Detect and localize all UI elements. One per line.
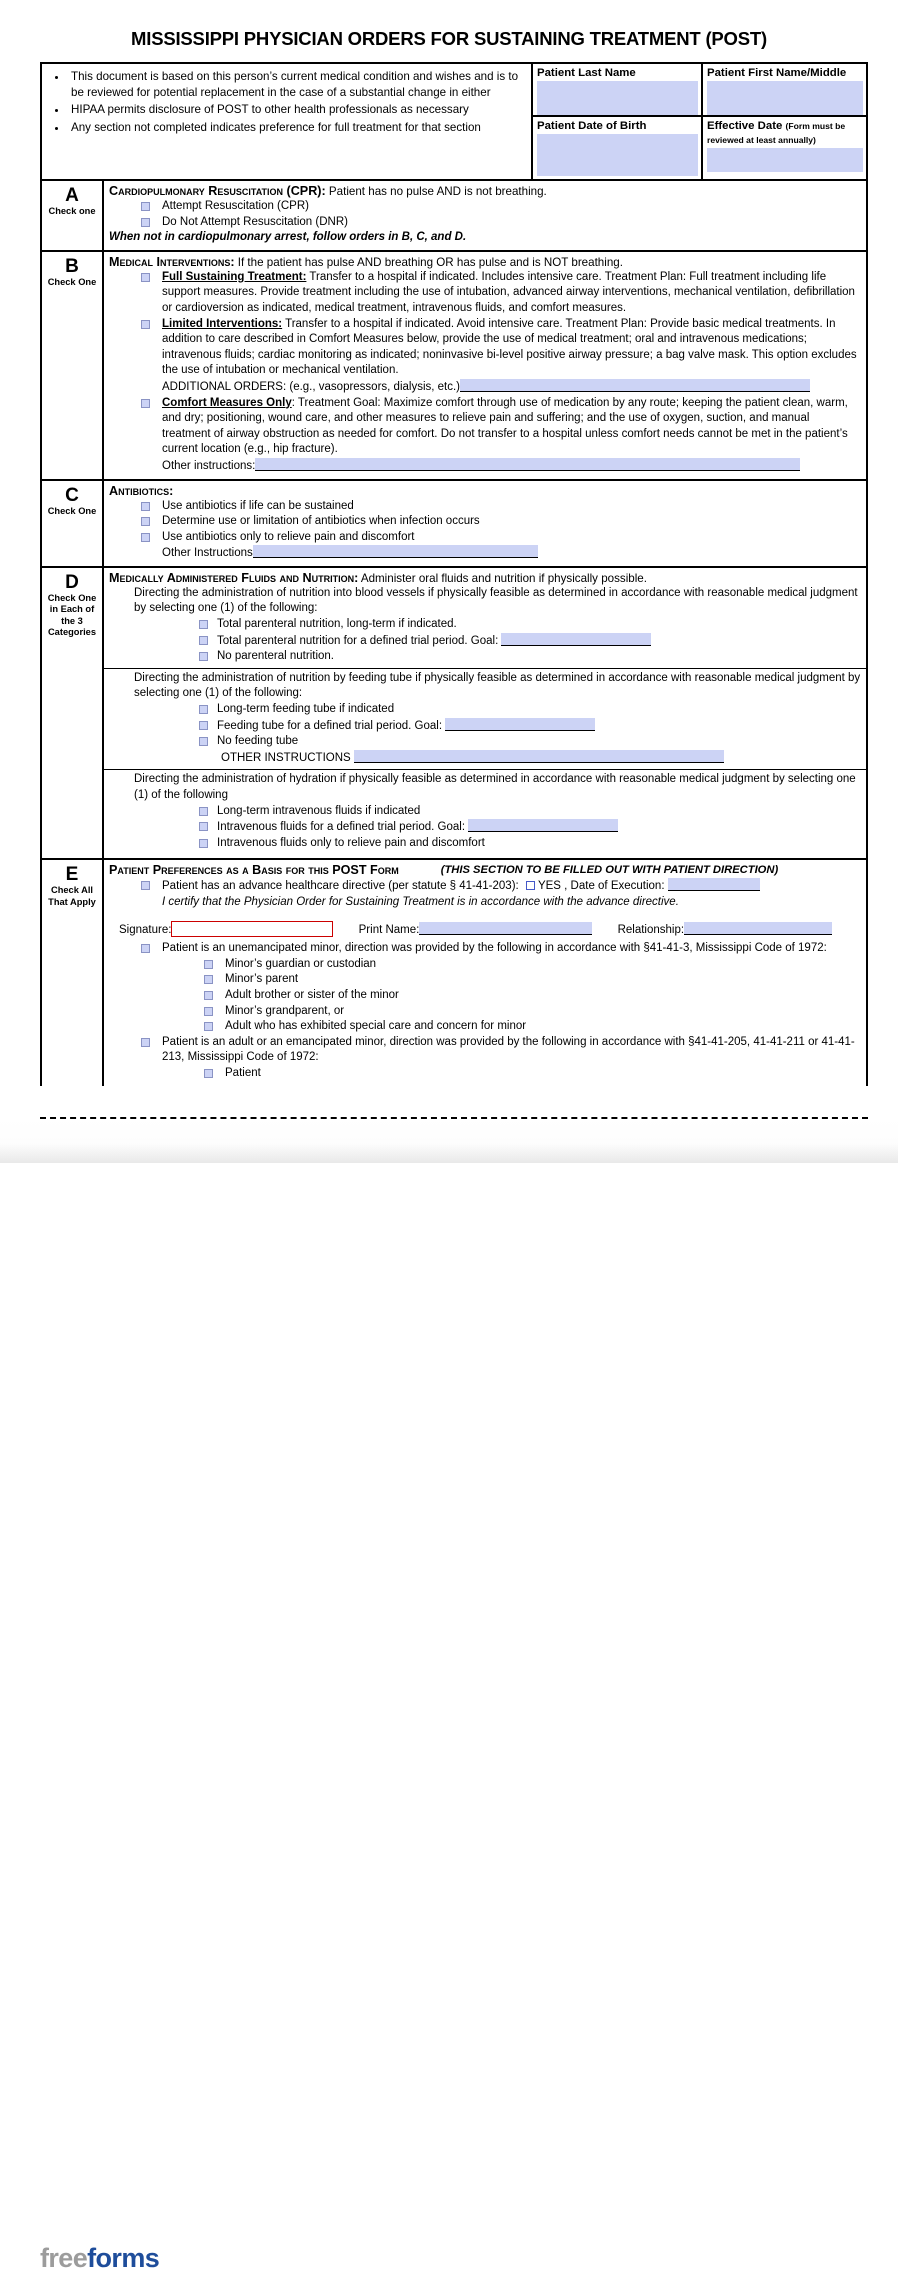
option-label: Feeding tube for a defined trial period. Goal: [217, 719, 443, 732]
section-e-heading-note: (THIS SECTION TO BE FILLED OUT WITH PATIENT DIRECTION) [440, 864, 779, 877]
checkbox-icon[interactable] [141, 218, 150, 227]
section-b-heading-rest: If the patient has pulse AND breathing OR has pulse and is NOT breathing. [234, 255, 623, 269]
section-d-instruction-line: Categories [47, 627, 97, 638]
signature-label: Signature: [119, 923, 172, 936]
section-d [42, 568, 866, 861]
other-instructions-input[interactable] [354, 750, 724, 763]
option-advance-directive[interactable] [109, 878, 861, 895]
option-label: Use antibiotics only to relieve pain and discomfort [162, 530, 415, 543]
option-adult-or-emancipated[interactable] [109, 1035, 861, 1066]
option-adult-special-care[interactable] [109, 1019, 861, 1035]
section-c-letter: C [65, 484, 79, 506]
section-b-letter: B [65, 255, 79, 277]
section-e-body [104, 860, 866, 1085]
other-instructions-label: OTHER INSTRUCTIONS [221, 751, 351, 764]
option-description: Transfer to a hospital if indicated. Includes intensive care. Treatment Plan: Full treatment including life support measures. Provide treatment including the use of intubation, advanced airway interventions, mechanical ventilation, defibrillation or cardioversion as indicated, medical treatment, intravenous fluids, and comfort measures. [162, 270, 855, 314]
checkbox-icon[interactable] [199, 737, 208, 746]
section-b-letter-cell [42, 252, 104, 479]
section-d-heading-caps: Medically Administered Fluids and Nutrition: [109, 570, 359, 585]
option-attempt-cpr[interactable] [109, 199, 861, 215]
option-adult-sibling[interactable] [109, 988, 861, 1004]
patient-dob-input[interactable] [537, 134, 698, 176]
certify-statement: I certify that the Physician Order for Sustaining Treatment is in accordance with the advance directive. [162, 895, 679, 908]
group3-intro: Directing the administration of hydration if physically feasible as determined in accordance with reasonable medical judgment by selecting one (1) of the following [134, 773, 856, 801]
checkbox-icon[interactable] [141, 399, 150, 408]
section-c [42, 481, 866, 568]
checkbox-icon[interactable] [141, 202, 150, 211]
checkbox-icon[interactable] [204, 1007, 213, 1016]
checkbox-icon[interactable] [199, 721, 208, 730]
option-minor-grandparent[interactable] [109, 1004, 861, 1020]
section-e [42, 860, 866, 1085]
print-name-label: Print Name: [358, 923, 420, 936]
section-c-heading-caps: Antibiotics: [109, 483, 174, 498]
patient-last-name-label: Patient Last Name [537, 67, 636, 79]
goal-input[interactable] [468, 819, 618, 832]
patient-info-fields [533, 64, 866, 179]
option-longterm-feeding-tube[interactable] [109, 702, 861, 718]
effective-date-cell [703, 117, 866, 179]
section-a-letter-cell [42, 181, 104, 250]
patient-last-name-cell [533, 64, 703, 115]
checkbox-icon[interactable] [141, 533, 150, 542]
checkbox-icon[interactable] [204, 1022, 213, 1031]
section-e-heading-caps: Patient Preferences as a Basis for this POST Form [109, 863, 399, 878]
option-label: Intravenous fluids only to relieve pain and discomfort [217, 836, 485, 849]
option-longterm-iv-fluids[interactable] [109, 804, 861, 820]
option-minor-guardian[interactable] [109, 957, 861, 973]
section-d-heading-rest: Administer oral fluids and nutrition if physically possible. [358, 571, 647, 585]
section-d-body [104, 568, 866, 859]
option-limited-interventions[interactable] [109, 317, 861, 379]
checkbox-icon[interactable] [141, 517, 150, 526]
signature-row [109, 911, 861, 939]
section-e-letter-cell [42, 860, 104, 1085]
option-full-sustaining-treatment[interactable] [109, 270, 861, 317]
checkbox-icon[interactable] [141, 1038, 150, 1047]
option-description: Transfer to a hospital if indicated. Avoid intensive care. Treatment Plan: Provide basic medical treatments. In addition to care described in Comfort Measures below, provide the use of medical treatment; oral and intravenous medications; intravenous fluids; cardiac monitoring as indicated; noninvasive bi-level positive airway pressure; a bag valve mask. This option excludes the use of intubation or mechanical ventilation. [162, 317, 857, 377]
section-e-heading [109, 863, 861, 878]
other-instructions-input[interactable] [253, 545, 538, 558]
effective-date-input[interactable] [707, 148, 863, 172]
option-label: Adult brother or sister of the minor [225, 988, 399, 1001]
section-e-letter: E [65, 864, 79, 886]
section-a-instruction: Check one [48, 206, 96, 216]
option-label: Determine use or limitation of antibiotics when infection occurs [162, 515, 480, 528]
checkbox-icon[interactable] [199, 839, 208, 848]
option-no-parenteral[interactable] [109, 649, 861, 665]
print-name-input[interactable] [419, 922, 592, 935]
option-antibiotics-pain-relief[interactable] [109, 530, 861, 546]
section-d-letter-cell [42, 568, 104, 859]
section-b-heading [109, 255, 861, 270]
effective-date-note: (Form must be reviewed at least annually) [707, 121, 846, 145]
section-d-instruction-line: the 3 [61, 615, 83, 626]
option-label: Long-term intravenous fluids if indicated [217, 804, 421, 817]
patient-first-name-input[interactable] [707, 81, 863, 115]
option-comfort-measures-only[interactable] [109, 396, 861, 458]
option-label: Do Not Attempt Resuscitation (DNR) [162, 215, 348, 228]
option-label: Total parenteral nutrition for a defined trial period. Goal: [217, 634, 499, 647]
page-title: MISSISSIPPI PHYSICIAN ORDERS FOR SUSTAINING TREATMENT (POST) [131, 28, 767, 49]
option-patient[interactable] [109, 1066, 861, 1082]
additional-orders-row [109, 379, 861, 396]
post-form [40, 62, 868, 1086]
option-feeding-tube-trial[interactable] [109, 718, 861, 735]
checkbox-icon[interactable] [199, 822, 208, 831]
section-d-instruction-line: Check One [47, 592, 97, 603]
date-of-execution-input[interactable] [668, 878, 760, 891]
option-title: Limited Interventions: [162, 317, 283, 330]
goal-input[interactable] [445, 718, 595, 731]
option-label: Patient is an adult or an emancipated minor, direction was provided by the following in accordance with §41-41-205, 41-41-211 or 41-41-213, Mississippi Code of 1972: [162, 1035, 855, 1064]
checkbox-icon[interactable] [199, 636, 208, 645]
antibiotics-other-row [109, 545, 861, 562]
section-c-body [104, 481, 866, 566]
additional-orders-input[interactable] [460, 379, 810, 392]
logo-free-text: free [40, 2243, 88, 2273]
checkbox-icon[interactable] [204, 991, 213, 1000]
checkbox-icon[interactable] [199, 620, 208, 629]
signature-input[interactable] [171, 921, 333, 937]
section-a [42, 181, 866, 252]
option-iv-fluids-pain-relief[interactable] [109, 836, 861, 852]
option-tpn-longterm[interactable] [109, 617, 861, 633]
checkbox-icon[interactable] [141, 273, 150, 282]
section-a-letter: A [65, 185, 79, 206]
option-iv-fluids-trial[interactable] [109, 819, 861, 836]
option-dnr[interactable] [109, 215, 861, 231]
option-no-feeding-tube[interactable] [109, 734, 861, 750]
option-description: : Treatment Goal: Maximize comfort through use of medication by any route; keeping the patient clean, warm, and dry; positioning, wound care, and other measures to relieve pain and suffering; and the use of oxygen, suction, and manual treatment of airway obstruction as needed for comfort. Do not transfer to a hospital unless comfort needs cannot be met in the patient’s current location (e.g., hip fracture). [162, 396, 848, 456]
other-instructions-label: Other instructions: [162, 459, 256, 472]
checkbox-yes-icon[interactable] [526, 881, 535, 890]
patient-last-name-input[interactable] [537, 81, 698, 115]
option-label: Patient [225, 1066, 261, 1079]
checkbox-icon[interactable] [204, 960, 213, 969]
checkbox-icon[interactable] [141, 320, 150, 329]
yes-label: YES , [537, 880, 568, 893]
option-label: No feeding tube [217, 735, 299, 748]
section-a-footnote: When not in cardiopulmonary arrest, follow orders in B, C, and D. [109, 231, 467, 244]
date-of-execution-label: Date of Execution: [570, 880, 665, 893]
option-label: Minor’s guardian or custodian [225, 957, 377, 970]
section-b-instruction: Check One [47, 276, 97, 287]
comfort-other-instructions-row [109, 458, 861, 475]
option-label: Minor’s grandparent, or [225, 1004, 345, 1017]
checkbox-icon[interactable] [141, 881, 150, 890]
other-instructions-label: Other Instructions [162, 547, 253, 560]
section-e-instruction-line: Check All [50, 885, 94, 896]
option-minor-parent[interactable] [109, 972, 861, 988]
section-b-heading-caps: Medical Interventions: [109, 254, 235, 269]
option-unemancipated-minor[interactable] [109, 941, 861, 957]
section-c-letter-cell [42, 481, 104, 566]
option-label: Long-term feeding tube if indicated [217, 703, 395, 716]
effective-date-label: Effective Date (Form must be reviewed at least annually) [707, 120, 846, 145]
option-label: No parenteral nutrition. [217, 650, 334, 663]
patient-first-name-cell [703, 64, 866, 115]
section-d-group-1 [104, 568, 866, 668]
checkbox-icon[interactable] [199, 705, 208, 714]
logo-forms-text: forms [87, 2243, 160, 2273]
option-label: Attempt Resuscitation (CPR) [162, 200, 309, 212]
relationship-input[interactable] [684, 922, 832, 935]
option-title: Full Sustaining Treatment: [162, 270, 307, 283]
checkbox-icon[interactable] [141, 502, 150, 511]
option-label: Intravenous fluids for a defined trial period. Goal: [217, 821, 466, 834]
section-d-instruction-line: in Each of [49, 604, 95, 615]
header-bullet: • HIPAA permits disclosure of POST to other health professionals as necessary [68, 102, 525, 118]
option-label: Adult who has exhibited special care and concern for minor [225, 1020, 527, 1033]
section-d-heading [109, 571, 861, 586]
advance-directive-text: Patient has an advance healthcare directive (per statute § 41-41-203): [162, 880, 519, 893]
section-e-instruction-line: That Apply [48, 896, 96, 907]
checkbox-icon[interactable] [199, 807, 208, 816]
option-use-antibiotics-sustain[interactable] [109, 499, 861, 515]
section-d-group-3 [104, 769, 866, 854]
group2-other-row [109, 750, 861, 767]
option-label: Use antibiotics if life can be sustained [162, 499, 354, 512]
footer-bar [0, 1119, 898, 2273]
other-instructions-input[interactable] [255, 458, 800, 471]
checkbox-icon[interactable] [204, 975, 213, 984]
relationship-label: Relationship: [617, 923, 685, 936]
header-notices [42, 64, 533, 179]
header-bullet: • Any section not completed indicates preference for full treatment for that section [68, 120, 525, 136]
section-a-body [104, 181, 866, 250]
patient-dob-label: Patient Date of Birth [537, 120, 647, 132]
form-header [42, 64, 866, 181]
section-a-heading-rest: Patient has no pulse AND is not breathing. [325, 185, 547, 198]
group1-intro: Directing the administration of nutrition into blood vessels if physically feasible as determined in accordance with reasonable medical judgment by selecting one (1) of the following: [134, 586, 858, 615]
section-c-instruction: Check One [47, 505, 97, 516]
group2-intro: Directing the administration of nutrition by feeding tube if physically feasible as determined in accordance with reasonable medical judgment by selecting one (1) of the following: [134, 671, 861, 700]
patient-first-name-label: Patient First Name/Middle [707, 67, 847, 79]
checkbox-icon[interactable] [204, 1069, 213, 1078]
section-d-letter: D [65, 571, 79, 593]
header-bullet: • This document is based on this person’s current medical condition and wishes and is to be reviewed for potential replacement in the case of a substantial change in either [68, 69, 525, 100]
patient-dob-cell [533, 117, 703, 179]
section-a-heading-caps: Cardiopulmonary Resuscitation (CPR): [109, 184, 326, 198]
option-label: Minor’s parent [225, 973, 299, 986]
section-a-heading [109, 184, 861, 199]
section-b [42, 252, 866, 481]
option-title: Comfort Measures Only [162, 396, 292, 409]
freeforms-logo [40, 2243, 159, 2274]
option-label: Patient is an unemancipated minor, direction was provided by the following in accordance with §41-41-3, Mississippi Code of 1972: [162, 942, 827, 955]
section-b-body [104, 252, 866, 479]
option-label: Total parenteral nutrition, long-term if indicated. [217, 618, 457, 631]
section-c-heading [109, 484, 861, 499]
additional-orders-label: ADDITIONAL ORDERS: (e.g., vasopressors, dialysis, etc.) [162, 380, 461, 393]
section-d-group-2 [104, 668, 866, 770]
checkbox-icon[interactable] [141, 944, 150, 953]
option-determine-antibiotics[interactable] [109, 514, 861, 530]
goal-input[interactable] [501, 633, 651, 646]
option-tpn-trial[interactable] [109, 633, 861, 650]
checkbox-icon[interactable] [199, 652, 208, 661]
